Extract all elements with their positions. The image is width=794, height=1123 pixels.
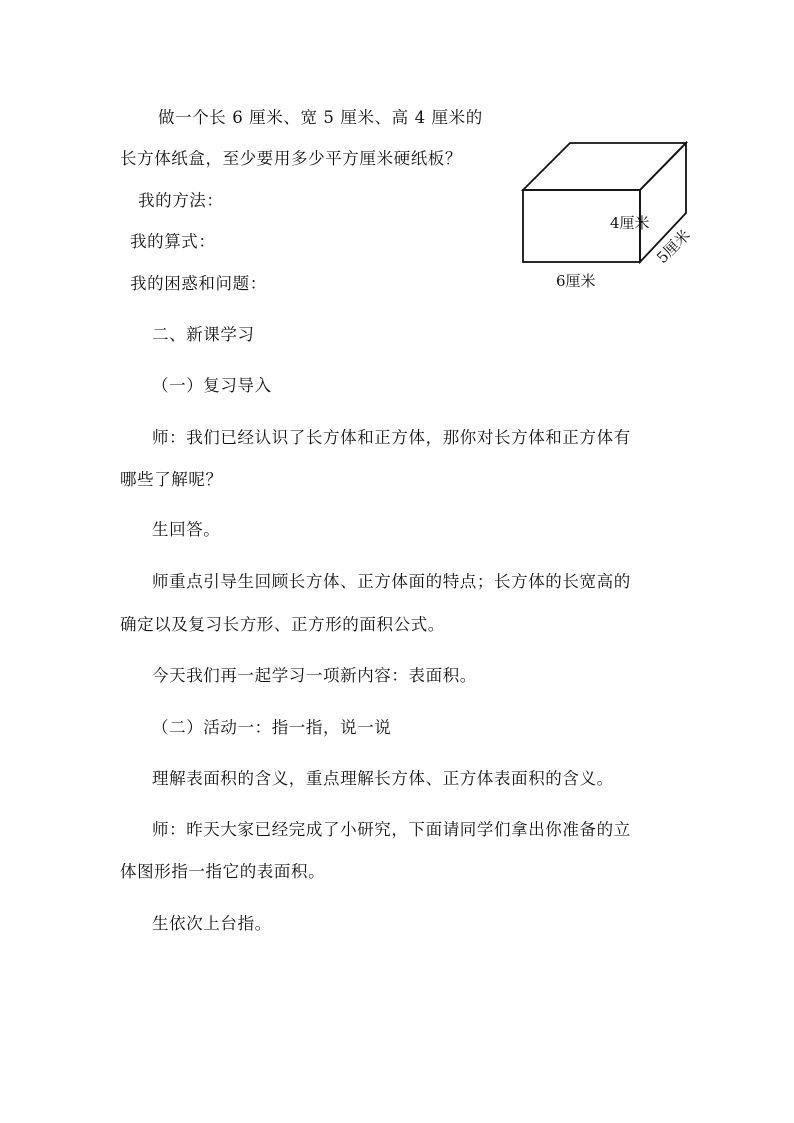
problem-line-2: 长方体纸盒，至少要用多少平方厘米硬纸板？ <box>120 149 462 168</box>
paragraph-6-line-1: 师：昨天大家已经完成了小研究，下面请同学们拿出你准备的立 <box>152 820 631 839</box>
paragraph-5: 理解表面积的含义，重点理解长方体、正方体表面积的含义。 <box>152 769 614 788</box>
length-label: 6厘米 <box>556 272 596 290</box>
subheading-review: （一）复习导入 <box>152 376 272 395</box>
paragraph-4: 今天我们再一起学习一项新内容：表面积。 <box>152 666 477 685</box>
my-method-label: 我的方法： <box>138 191 224 210</box>
paragraph-7: 生依次上台指。 <box>152 914 272 933</box>
problem-line-1: 做一个长 6 厘米、宽 5 厘米、高 4 厘米的 <box>158 108 483 127</box>
width-label: 5厘米 <box>653 226 694 267</box>
paragraph-6-line-2: 体图形指一指它的表面积。 <box>120 862 326 881</box>
my-formula-label: 我的算式： <box>130 232 216 251</box>
paragraph-3-line-1: 师重点引导生回顾长方体、正方体面的特点；长方体的长宽高的 <box>152 572 631 591</box>
section-heading-new-lesson: 二、新课学习 <box>152 325 255 344</box>
subheading-activity-1: （二）活动一：指一指，说一说 <box>152 718 392 737</box>
height-label: 4厘米 <box>610 214 650 232</box>
paragraph-3-line-2: 确定以及复习长方形、正方形的面积公式。 <box>120 615 445 634</box>
my-question-label: 我的困惑和问题： <box>130 274 267 293</box>
paragraph-1-line-1: 师：我们已经认识了长方体和正方体，那你对长方体和正方体有 <box>152 428 631 447</box>
paragraph-1-line-2: 哪些了解呢？ <box>120 470 223 489</box>
cuboid-top-face <box>523 143 686 190</box>
paragraph-2: 生回答。 <box>152 520 221 539</box>
cuboid-figure <box>510 135 710 295</box>
